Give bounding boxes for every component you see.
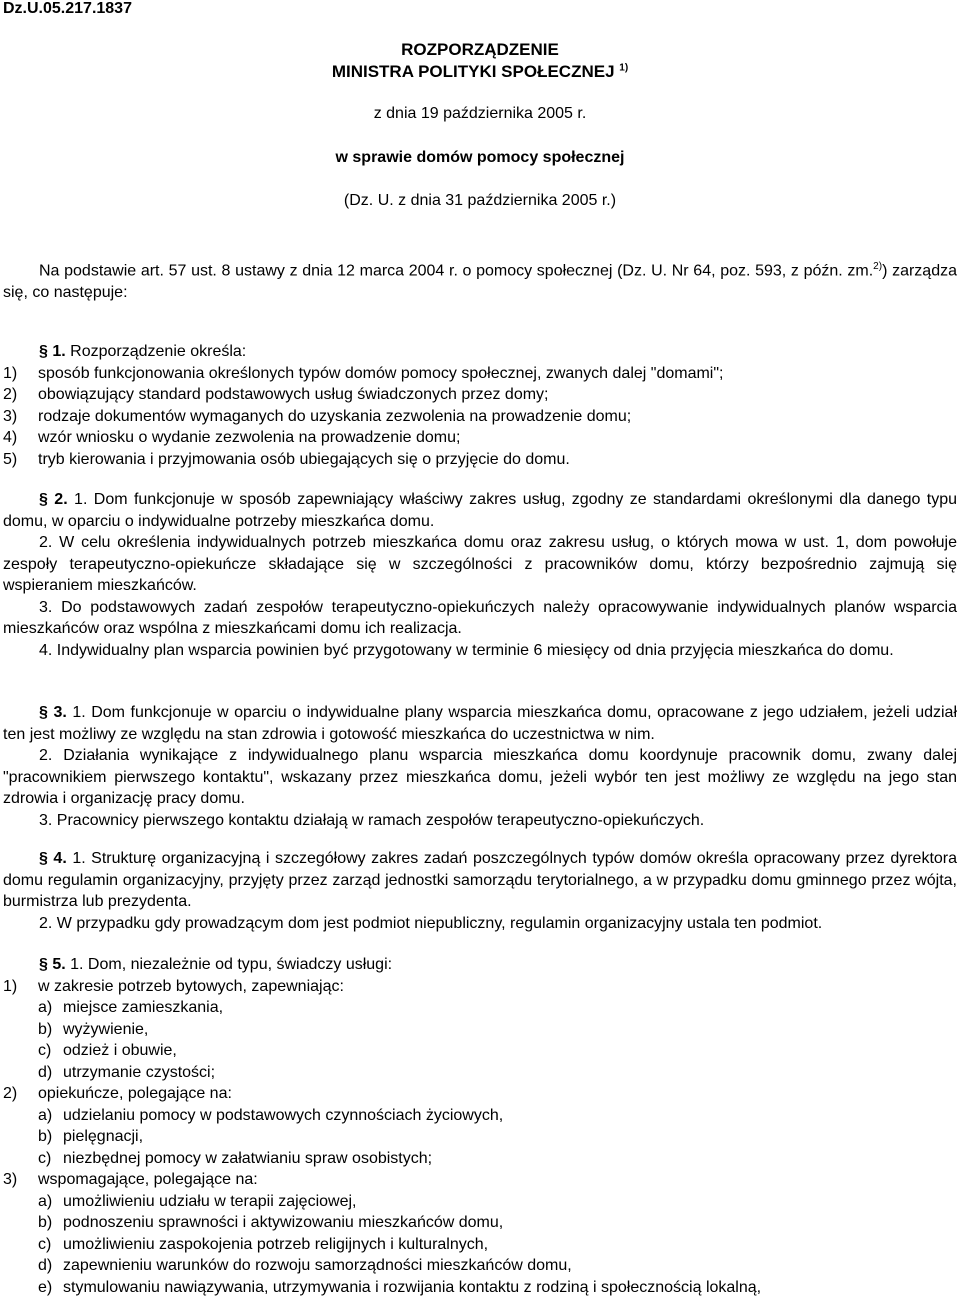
list-item	[3, 384, 957, 406]
list-item-number: 5)	[3, 449, 38, 471]
section-3-paragraph-1	[3, 702, 957, 745]
sub-item-letter: a)	[38, 1105, 63, 1127]
list-item	[3, 1083, 957, 1105]
preamble-end: ) zarządza się, co następuje:	[3, 262, 957, 301]
list-item-number: 2)	[3, 384, 38, 406]
sub-item-text: utrzymanie czystości;	[63, 1062, 215, 1084]
sub-item-text: odzież i obuwie,	[63, 1040, 177, 1062]
sub-list-item	[3, 1148, 957, 1170]
section-2-paragraph-1	[3, 489, 957, 532]
sub-list-item	[3, 1040, 957, 1062]
sub-item-letter: c)	[38, 1040, 63, 1062]
footnote-ref-1: 1)	[619, 62, 628, 73]
section-mark: § 3.	[39, 704, 67, 721]
preamble-text	[3, 256, 957, 303]
document-id: Dz.U.05.217.1837	[3, 0, 132, 18]
act-date: z dnia 19 października 2005 r.	[0, 105, 960, 123]
list-item-number: 1)	[3, 363, 38, 385]
sub-item-text: stymulowaniu nawiązywania, utrzymywania i rozwijania kontaktu z rodziną i społecznością lokalną,	[63, 1277, 761, 1298]
list-item-number: 1)	[3, 976, 38, 998]
sub-item-text: pielęgnacji,	[63, 1126, 143, 1148]
sub-item-letter: b)	[38, 1126, 63, 1148]
section-2-paragraph-3: 3. Do podstawowych zadań zespołów terapeutyczno-opiekuńczych należy opracowywanie indywidualnych planów wsparcia mieszkańców oraz wspólna z mieszkańcami domu ich realizacja.	[3, 597, 957, 640]
section-5	[3, 954, 957, 1298]
section-1	[3, 341, 957, 470]
section-3	[3, 702, 957, 831]
sub-item-text: umożliwieniu zaspokojenia potrzeb religijnych i kulturalnych,	[63, 1234, 488, 1256]
section-3-paragraph-2: 2. Działania wynikające z indywidualnego planu wsparcia mieszkańca domu koordynuje pracownik domu, zwany dalej "pracownikiem pierwszego kontaktu", wskazany przez mieszkańca domu, jeżeli wybór ten jest możliwy ze względu na jego stan zdrowia i organizację pracy domu.	[3, 745, 957, 810]
sub-item-letter: b)	[38, 1212, 63, 1234]
section-5-intro-text: 1. Dom, niezależnie od typu, świadczy usługi:	[70, 956, 392, 973]
section-3-paragraph-3: 3. Pracownicy pierwszego kontaktu działają w ramach zespołów terapeutyczno-opiekuńczych.	[3, 810, 957, 832]
sub-list-item	[3, 1191, 957, 1213]
sub-list-item	[3, 1277, 957, 1298]
sub-list-item	[3, 1212, 957, 1234]
footnote-ref-2: 2)	[873, 261, 882, 272]
sub-item-text: miejsce zamieszkania,	[63, 997, 223, 1019]
sub-item-text: zapewnieniu warunków do rozwoju samorządności mieszkańców domu,	[63, 1255, 572, 1277]
issuer-title	[0, 62, 960, 82]
paragraph-text: 1. Dom funkcjonuje w oparciu o indywidualne plany wsparcia mieszkańca domu, opracowane z jego udziałem, jeżeli udział ten jest możliwy ze względu na stan zdrowia i gotowość mieszkańca do uczestnictwa w nim.	[3, 704, 957, 743]
section-mark: § 2.	[39, 491, 68, 508]
list-item-number: 4)	[3, 427, 38, 449]
sub-list-item	[3, 1019, 957, 1041]
sub-item-text: umożliwieniu udziału w terapii zajęciowej,	[63, 1191, 356, 1213]
act-type-title: ROZPORZĄDZENIE	[0, 40, 960, 60]
preamble-main: Na podstawie art. 57 ust. 8 ustawy z dnia 12 marca 2004 r. o pomocy społecznej (Dz. U. Nr 64, poz. 593, z późn. zm.	[39, 262, 873, 279]
list-item-text: wspomagające, polegające na:	[38, 1169, 258, 1191]
sub-list-item	[3, 1062, 957, 1084]
section-1-intro-text: Rozporządzenie określa:	[70, 343, 246, 360]
sub-item-letter: d)	[38, 1255, 63, 1277]
sub-item-letter: d)	[38, 1062, 63, 1084]
section-2-paragraph-4: 4. Indywidualny plan wsparcia powinien być przygotowany w terminie 6 miesięcy od dnia przyjęcia mieszkańca do domu.	[3, 640, 957, 662]
list-item-number: 3)	[3, 406, 38, 428]
list-item-text: tryb kierowania i przyjmowania osób ubiegających się o przyjęcie do domu.	[38, 449, 570, 471]
list-item	[3, 427, 957, 449]
issuer-title-text: MINISTRA POLITYKI SPOŁECZNEJ	[332, 62, 615, 81]
section-4-paragraph-1	[3, 848, 957, 913]
list-item-text: sposób funkcjonowania określonych typów domów pomocy społecznej, zwanych dalej "domami";	[38, 363, 723, 385]
list-item	[3, 406, 957, 428]
sub-list-item	[3, 997, 957, 1019]
list-item	[3, 976, 957, 998]
list-item-number: 2)	[3, 1083, 38, 1105]
section-2-paragraph-2: 2. W celu określenia indywidualnych potrzeb mieszkańca domu oraz zakresu usług, o których mowa w ust. 1, dom powołuje zespoły terapeutyczno-opiekuńcze składające się w szczególności z pracowników domu, którzy bezpośrednio zajmują się wspieraniem mieszkańców.	[3, 532, 957, 597]
list-item-text: obowiązujący standard podstawowych usług świadczonych przez domy;	[38, 384, 548, 406]
list-item-text: w zakresie potrzeb bytowych, zapewniając:	[38, 976, 344, 998]
sub-item-letter: c)	[38, 1148, 63, 1170]
sub-list-item	[3, 1255, 957, 1277]
sub-item-letter: e)	[38, 1277, 63, 1298]
section-mark: § 5.	[39, 956, 66, 973]
sub-item-letter: a)	[38, 1191, 63, 1213]
sub-item-text: niezbędnej pomocy w załatwianiu spraw osobistych;	[63, 1148, 432, 1170]
sub-list-item	[3, 1105, 957, 1127]
sub-item-text: udzielaniu pomocy w podstawowych czynnościach życiowych,	[63, 1105, 503, 1127]
section-5-intro	[3, 954, 957, 976]
section-2	[3, 489, 957, 661]
list-item	[3, 449, 957, 471]
list-item-text: rodzaje dokumentów wymaganych do uzyskania zezwolenia na prowadzenie domu;	[38, 406, 631, 428]
sub-item-letter: c)	[38, 1234, 63, 1256]
section-mark: § 1.	[39, 343, 66, 360]
list-item-text: wzór wniosku o wydanie zezwolenia na prowadzenie domu;	[38, 427, 460, 449]
section-4-paragraph-2: 2. W przypadku gdy prowadzącym dom jest podmiot niepubliczny, regulamin organizacyjny ustala ten podmiot.	[3, 913, 957, 935]
section-4	[3, 848, 957, 934]
list-item-text: opiekuńcze, polegające na:	[38, 1083, 232, 1105]
list-item-number: 3)	[3, 1169, 38, 1191]
sub-item-letter: a)	[38, 997, 63, 1019]
sub-list-item	[3, 1234, 957, 1256]
sub-item-letter: b)	[38, 1019, 63, 1041]
section-mark: § 4.	[39, 850, 67, 867]
list-item	[3, 1169, 957, 1191]
preamble	[3, 256, 957, 303]
list-item	[3, 363, 957, 385]
publication-info: (Dz. U. z dnia 31 października 2005 r.)	[0, 192, 960, 210]
paragraph-text: 1. Strukturę organizacyjną i szczegółowy zakres zadań poszczególnych typów domów określa opracowany przez dyrektora domu regulamin organizacyjny, przyjęty przez zarząd jednostki samorządu terytorialnego, a w przypadku domu gminnego przez wójta, burmistrza lub prezydenta.	[3, 850, 957, 910]
act-subject: w sprawie domów pomocy społecznej	[0, 149, 960, 167]
section-1-intro	[3, 341, 957, 363]
sub-item-text: wyżywienie,	[63, 1019, 148, 1041]
sub-list-item	[3, 1126, 957, 1148]
paragraph-text: 1. Dom funkcjonuje w sposób zapewniający właściwy zakres usług, zgodny ze standardami określonymi dla danego typu domu, w oparciu o indywidualne potrzeby mieszkańca domu.	[3, 491, 957, 530]
sub-item-text: podnoszeniu sprawności i aktywizowaniu mieszkańców domu,	[63, 1212, 503, 1234]
